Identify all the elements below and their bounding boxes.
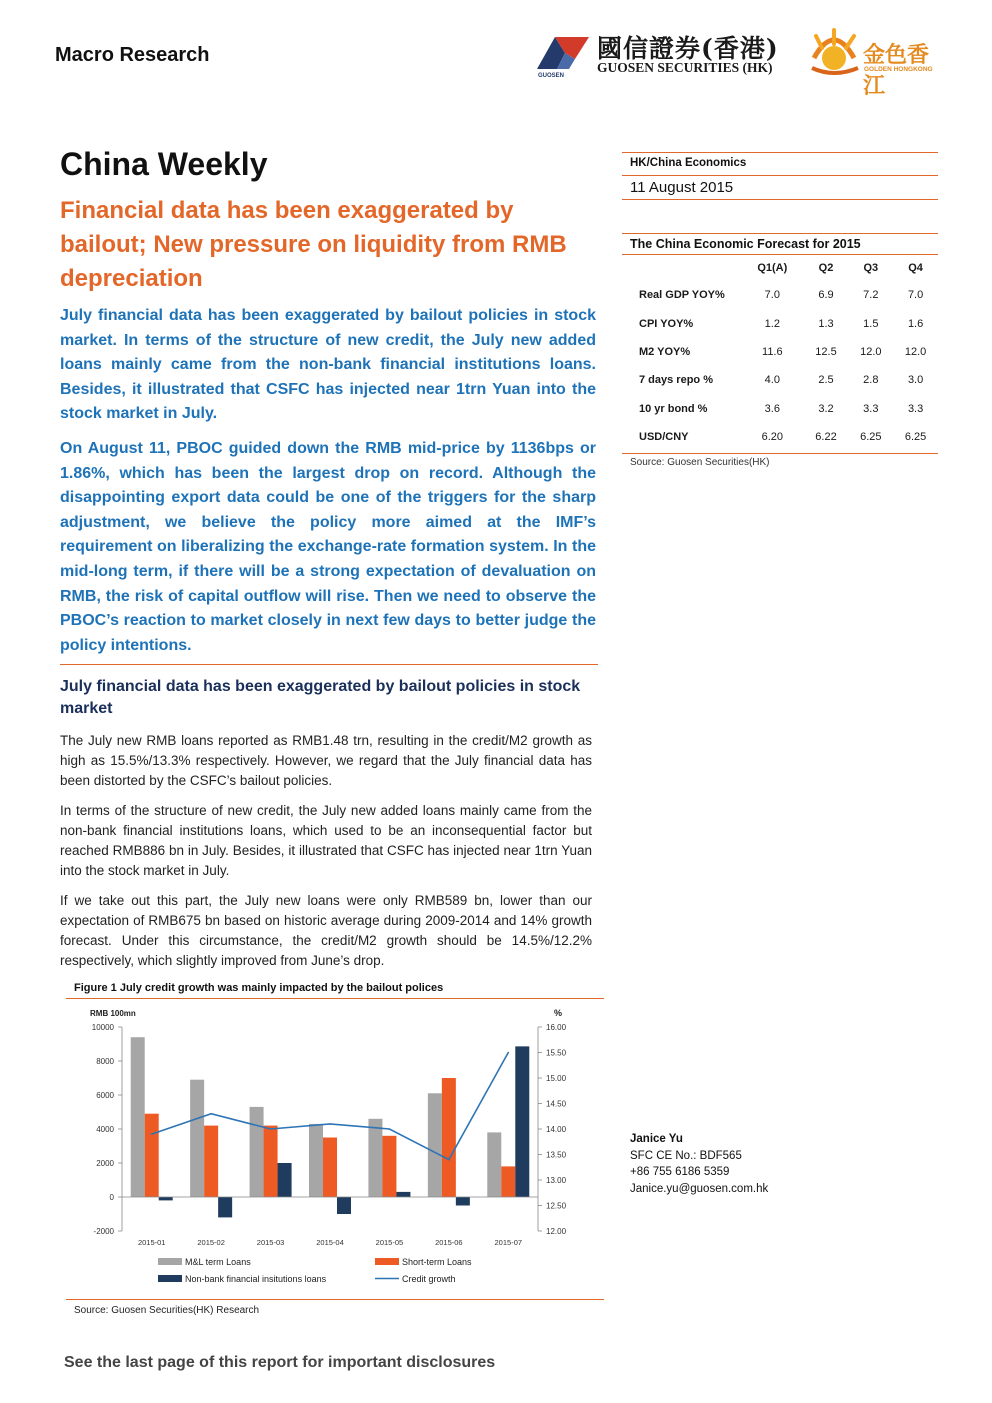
forecast-source: Source: Guosen Securities(HK): [630, 457, 770, 468]
logo-english-name: GUOSEN SECURITIES (HK): [597, 60, 773, 75]
forecast-row: [622, 366, 938, 394]
divider: [66, 1299, 604, 1300]
chart-left-tick-label: 2000: [96, 1159, 114, 1168]
chart-line-point: [389, 1128, 391, 1130]
chart-x-tick-label: 2015-01: [137, 1238, 166, 1247]
chart-bar: [368, 1119, 382, 1197]
forecast-cell: 1.3: [818, 317, 834, 330]
chart-x-tick-label: 2015-05: [375, 1238, 404, 1247]
forecast-row-label: CPI YOY%: [639, 317, 694, 330]
chart-right-tick-label: 12.00: [546, 1227, 567, 1236]
chart-legend-label: Credit growth: [402, 1274, 456, 1284]
chart-line-point: [329, 1123, 331, 1125]
chart-bar: [396, 1192, 410, 1197]
divider: [622, 152, 938, 153]
guosen-logo-mark-icon: [535, 33, 591, 73]
forecast-cell: 3.6: [764, 402, 780, 415]
report-category: HK/China Economics: [630, 157, 747, 169]
partner-english-name: GOLDEN HONGKONG: [864, 66, 933, 73]
forecast-cell: 6.25: [904, 431, 927, 444]
chart-right-tick-label: 13.50: [546, 1150, 567, 1160]
chart-legend-label: M&L term Loans: [185, 1257, 251, 1267]
forecast-header-cell: Q2: [818, 262, 834, 274]
forecast-cell: 2.8: [863, 374, 879, 387]
forecast-table: [622, 255, 938, 451]
chart-bar: [131, 1037, 145, 1197]
forecast-header-cell: Q4: [908, 262, 923, 274]
chart-legend-label: Non-bank financial insitutions loans: [185, 1274, 327, 1284]
summary-paragraph: On August 11, PBOC guided down the RMB mid-price by 1136bps or 1.86%, which has been the largest drop on record. Although the disappointing export data could be one of the triggers for the sharp adjustment, we believe the policy more aimed at the IMF’s requirement on liberalizing the exchange-rate formation system. In the mid-long term, if there will be a strong expectation of devaluation on RMB, the risk of capital outflow will rise. Then we need to observe the PBOC’s reaction to market closely in next few days to better judge the policy intentions.: [60, 440, 596, 654]
figure-caption: Figure 1 July credit growth was mainly impacted by the bailout polices: [74, 982, 444, 994]
forecast-cell: 6.20: [761, 431, 784, 444]
chart-bar: [250, 1107, 264, 1197]
divider: [622, 233, 938, 234]
section-label: Macro Research: [55, 44, 210, 66]
chart-bar: [309, 1124, 323, 1197]
forecast-cell: 12.0: [860, 345, 882, 358]
forecast-cell: 6.22: [815, 431, 837, 444]
chart-bar: [428, 1093, 442, 1197]
forecast-cell: 3.3: [863, 402, 879, 415]
forecast-header-cell: Q1(A): [757, 262, 788, 274]
forecast-cell: 3.2: [818, 402, 834, 415]
body-paragraph: If we take out this part, the July new loans were only RMB589 bn, lower than our expectation of RMB675 bn based on historic average during 2009-2014 and 14% growth forecast. Under this circumstance, the credit/M2 growth should be 14.5%/12.2% respectively, which slightly improved from June’s drop.: [60, 893, 592, 968]
divider: [60, 664, 598, 665]
forecast-cell: 6.9: [818, 289, 834, 302]
forecast-row-label: M2 YOY%: [639, 345, 691, 358]
chart-left-tick-label: 6000: [96, 1091, 114, 1100]
section-heading: July financial data has been exaggerated by bailout policies in stock market: [60, 678, 581, 717]
forecast-header-cell: Q3: [863, 262, 879, 274]
guosen-logo: [535, 27, 805, 82]
chart-bar: [487, 1132, 501, 1197]
forecast-cell: 3.3: [907, 402, 924, 415]
forecast-row-label: 10 yr bond %: [639, 402, 708, 415]
chart-right-tick-label: 14.00: [546, 1125, 567, 1134]
subtitle-line: depreciation: [60, 265, 203, 292]
forecast-cell: 12.0: [904, 345, 927, 358]
chart-left-tick-label: 0: [109, 1193, 114, 1202]
chart-right-tick-label: 13.00: [546, 1176, 567, 1185]
chart-bar: [501, 1166, 515, 1197]
chart-bar: [159, 1197, 173, 1200]
forecast-row-label: Real GDP YOY%: [639, 289, 725, 302]
forecast-table-title: The China Economic Forecast for 2015: [630, 237, 861, 251]
chart-right-tick-label: 12.50: [546, 1201, 567, 1211]
forecast-cell: 3.0: [907, 374, 924, 387]
chart-bar: [456, 1197, 470, 1206]
forecast-row: [622, 423, 938, 451]
chart-right-tick-label: 15.50: [546, 1048, 567, 1058]
chart-bar: [190, 1080, 204, 1197]
forecast-cell: 6.25: [860, 431, 882, 444]
report-date: 11 August 2015: [630, 179, 734, 196]
forecast-cell: 4.0: [764, 374, 780, 387]
forecast-cell: 1.2: [764, 317, 780, 330]
author-name: Janice Yu: [630, 1133, 683, 1145]
chart-bar: [204, 1126, 218, 1197]
logo-small-text: GUOSEN: [538, 73, 565, 79]
chart-x-tick-label: 2015-07: [494, 1238, 523, 1247]
page-subtitle: [60, 194, 600, 296]
chart-line-point: [270, 1128, 272, 1130]
forecast-cell: 1.5: [863, 317, 879, 330]
chart-legend-swatch: [375, 1258, 399, 1265]
credit-growth-chart: [60, 1002, 605, 1294]
summary-paragraph: July financial data has been exaggerated by bailout policies in stock market. In terms of the structure of new credit, the July new added loans mainly came from the non-bank financial institutions loans. Besides, it illustrated that CSFC has injected near 1trn Yuan into the stock market in July.: [60, 307, 596, 423]
chart-left-tick-label: 10000: [91, 1023, 114, 1032]
forecast-row: [622, 309, 938, 337]
forecast-row-label: USD/CNY: [639, 431, 689, 444]
divider: [66, 998, 604, 999]
body-paragraph: In terms of the structure of new credit, the July new added loans mainly came from the non-bank financial institutions loans, which used to be an inconsequential factor but reached RMB886 bn in July. Besides, it illustrated that CSFC has injected near 1trn Yuan into the stock market in July.: [60, 803, 592, 878]
disclosure-footer: See the last page of this report for important disclosures: [64, 1354, 496, 1371]
chart-left-tick-label: -2000: [93, 1227, 114, 1236]
forecast-cell: 11.6: [762, 345, 783, 358]
partner-chinese-name: 金色香江: [863, 43, 930, 99]
chart-legend-swatch: [158, 1258, 182, 1265]
chart-legend-swatch: [158, 1275, 182, 1282]
forecast-cell: 12.5: [815, 345, 837, 358]
chart-line-point: [448, 1159, 450, 1161]
chart-x-tick-label: 2015-06: [435, 1238, 463, 1247]
subtitle-line: bailout; New pressure on liquidity from RMB: [60, 231, 567, 258]
forecast-row: [622, 281, 938, 309]
forecast-header-cell: [622, 255, 741, 281]
chart-bar: [145, 1114, 159, 1197]
page-title: China Weekly: [60, 146, 268, 182]
body-paragraph: The July new RMB loans reported as RMB1.48 trn, resulting in the credit/M2 growth as high as 15.5%/13.3% respectively. However, we regard that the July financial data has been distorted by the CSFC’s bailout policies.: [60, 733, 592, 788]
chart-bar: [218, 1197, 232, 1217]
figure-source: Source: Guosen Securities(HK) Research: [74, 1305, 260, 1316]
chart-left-tick-label: 4000: [96, 1125, 114, 1134]
forecast-cell: 7.0: [907, 289, 924, 302]
author-block: [630, 1131, 768, 1197]
chart-bar: [382, 1136, 396, 1197]
chart-bar: [515, 1046, 529, 1197]
chart-left-tick-label: 8000: [96, 1057, 114, 1066]
chart-x-tick-label: 2015-02: [197, 1238, 225, 1247]
forecast-cell: 7.0: [764, 289, 780, 302]
logo-chinese-name: 國信證券(香港): [597, 34, 779, 63]
chart-bar: [442, 1078, 456, 1197]
author-phone: +86 755 6186 5359: [630, 1166, 730, 1178]
chart-x-tick-label: 2015-04: [316, 1238, 344, 1247]
chart-ylabel: RMB 100mn: [90, 1009, 136, 1018]
author-email[interactable]: Janice.yu@guosen.com.hk: [630, 1182, 769, 1195]
forecast-cell: 7.2: [863, 289, 879, 302]
chart-right-tick-label: 15.00: [546, 1074, 567, 1083]
chart-line-point: [151, 1133, 153, 1135]
chart-bar: [323, 1138, 337, 1198]
chart-bar: [264, 1126, 278, 1197]
chart-bar: [337, 1197, 351, 1214]
chart-right-tick-label: 16.00: [546, 1023, 567, 1032]
golden-hongkong-logo: [808, 28, 948, 99]
forecast-header-row: [622, 255, 938, 281]
forecast-row-label: 7 days repo %: [639, 374, 713, 387]
forecast-cell: 1.6: [907, 317, 924, 330]
golden-sun-icon: [808, 28, 862, 78]
divider: [622, 199, 938, 200]
forecast-row: [622, 395, 938, 423]
subtitle-line: Financial data has been exaggerated by: [60, 197, 514, 224]
chart-legend-label: Short-term Loans: [402, 1257, 472, 1267]
chart-right-tick-label: 14.50: [546, 1099, 567, 1109]
chart-line-point: [507, 1052, 509, 1054]
author-license: SFC CE No.: BDF565: [630, 1149, 742, 1162]
chart-ylabel-right: %: [554, 1008, 563, 1018]
divider: [622, 453, 938, 454]
forecast-row: [622, 338, 938, 366]
chart-x-tick-label: 2015-03: [256, 1238, 285, 1247]
forecast-cell: 2.5: [818, 374, 834, 387]
chart-bar: [278, 1163, 292, 1197]
divider: [622, 175, 938, 176]
chart-line-point: [210, 1113, 212, 1115]
